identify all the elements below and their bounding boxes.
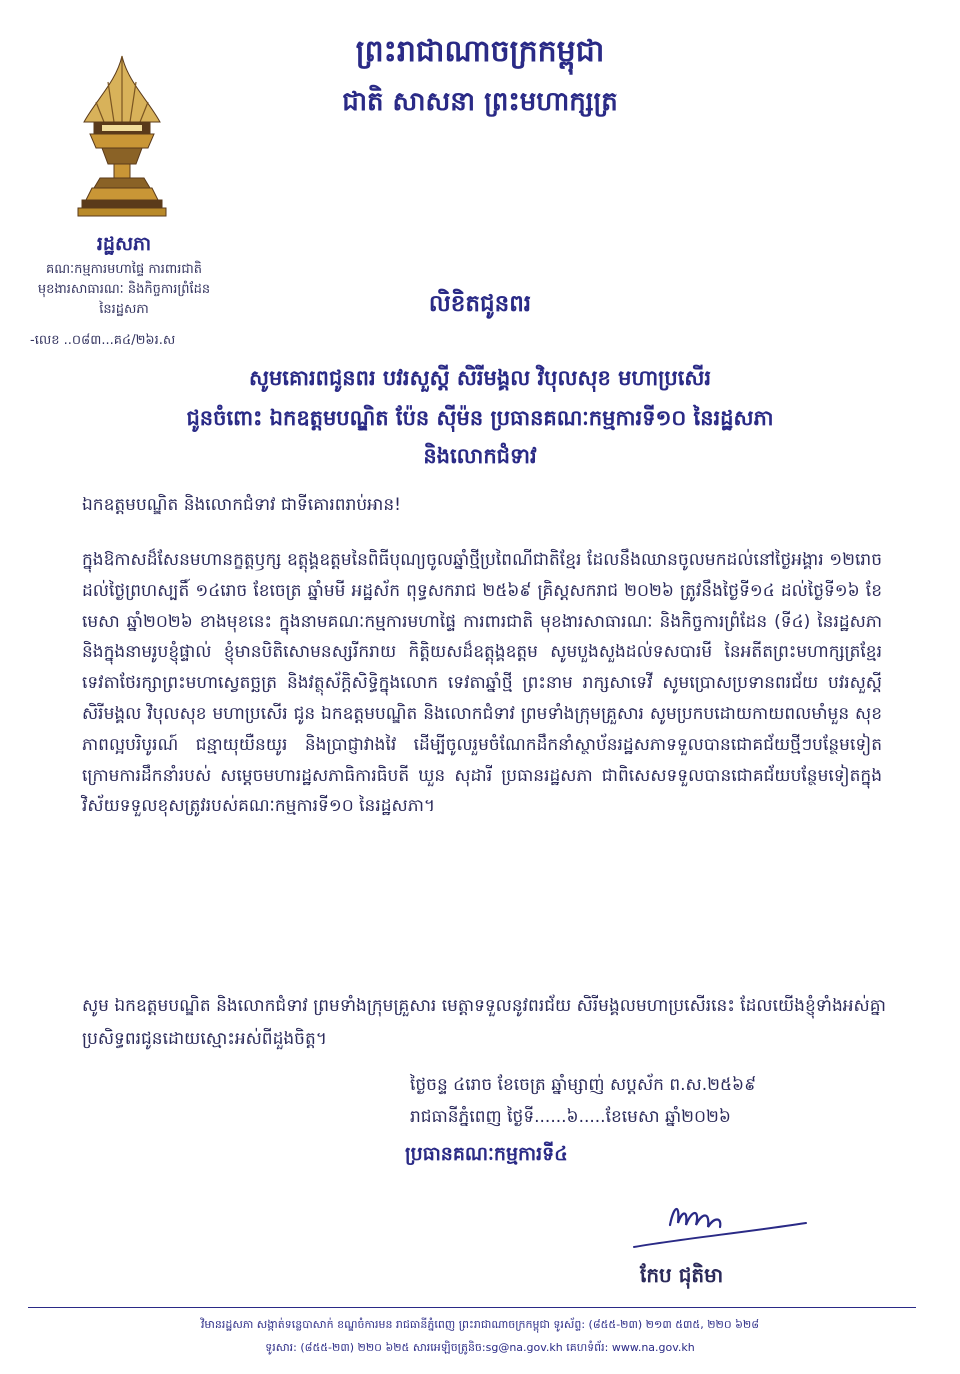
letter-type-heading: លិខិតជូនពរ xyxy=(428,291,532,317)
committee-line-1: គណៈកម្មការមហាផ្ទៃ ការពារជាតិ xyxy=(46,262,202,277)
closing-paragraph: សូម ឯកឧត្តមបណ្ឌិត និងលោកជំទាវ ព្រមទាំងក្រុមគ្រួសារ មេត្តាទទួលនូវពរជ័យ សិរីមង្គលមហាប្រសើរនេះ ដែលយើងខ្ញុំទាំងអស់គ្នា ប្រសិទ្ធពរជូនដោយស្មោះអស់ពីដួងចិត្ត។ xyxy=(82,996,886,1049)
subject-line-1: សូមគោរពជូនពរ បវរសួស្តី សិរីមង្គល វិបុលសុខ មហាប្រសើរ xyxy=(248,366,712,390)
national-motto: ជាតិ សាសនា ព្រះមហាក្សត្រ xyxy=(342,87,618,117)
signatory-title: ប្រធានគណៈកម្មការទី៤ xyxy=(405,1143,568,1165)
footer-address: វិមានរដ្ឋសភា សង្កាត់ទន្លេបាសាក់ ខណ្ឌចំការមន រាជធានីភ្នំពេញ ព្រះរាជាណាចក្រកម្ពុជា ទូរស័ព្ទ: (៨៥៥-២៣) ២១៣ ៥៣៥, ២២០ ៦២៨ xyxy=(200,1318,760,1331)
footer-divider xyxy=(28,1307,916,1308)
reference-number: -លេខ ..០៨៣...គ៤/២៦រ.ស xyxy=(30,333,176,348)
institution-name: រដ្ឋសភា xyxy=(96,233,152,255)
body-paragraph: ក្នុងឱកាសដ៏សែនមហានក្ខត្តឫក្ស ឧត្តុង្គឧត្តមនៃពិធីបុណ្យចូលឆ្នាំថ្មីប្រពៃណីជាតិខ្មែរ ដែលនឹងឈានចូលមកដល់នៅថ្ងៃអង្គារ ១២រោច ដល់ថ្ងៃព្រហស្បតិ៍ ១៤រោច ខែចេត្រ ឆ្នាំមមី អដ្ឋស័ក ពុទ្ធសករាជ ២៥៦៩ គ្រិស្តសករាជ ២០២៦ ត្រូវនឹងថ្ងៃទី១៤ ដល់ថ្ងៃទី១៦ ខែមេសា ឆ្នាំ២០២៦ ខាងមុខនេះ ក្នុងនាមគណៈកម្មការមហាផ្ទៃ ការពារជាតិ មុខងារសាធារណៈ និងកិច្ចការព្រំដែន (ទី៤) នៃរដ្ឋសភា និងក្នុងនាមរូបខ្ញុំផ្ទាល់ ខ្ញុំមានបិតិសោមនស្សរីករាយ កិត្តិយសដ៏ឧត្តុង្គឧត្តម សូមបួងសួងដល់ទសបារមី នៃអតីតព្រះមហាក្សត្រខ្មែរ ទេវតាថែរក្សាព្រះមហាស្វេតច្ឆត្រ និងវត្ថុស័ក្តិសិទ្ធិក្នុងលោក ទេវតាឆ្នាំថ្មី ព្រះនាម រាក្សសាទេវី សូមប្រោសប្រទានពរជ័យ បវរសួស្តី សិរីមង្គល វិបុលសុខ មហាប្រសើរ ជូន ឯកឧត្តមបណ្ឌិត និងលោកជំទាវ ព្រមទាំងក្រុមគ្រួសារ សូមប្រកបដោយកាយពលមាំមួន សុខភាពល្អបរិបូរណ៍ ជន្មាយុយឺនយូរ និងប្រាជ្ញាវាងវៃ ដើម្បីចូលរួមចំណែកដឹកនាំស្ថាប័នរដ្ឋសភាទទួលបានជោគជ័យថ្មីៗបន្ថែមទៀត ក្រោមការដឹកនាំរបស់ សម្តេចមហារដ្ឋសភាធិការធិបតី ឃួន សុដារី ប្រធានរដ្ឋសភា ជាពិសេសទទួលបានជោគជ័យបន្ថែមទៀតក្នុងវិស័យទទួលខុសត្រូវរបស់គណៈកម្មការទី១០ នៃរដ្ឋសភា។ xyxy=(82,550,882,817)
subject-line-2: ជូនចំពោះ ឯកឧត្តមបណ្ឌិត ប៉ែន ស៊ីម៉ន ប្រធានគណៈកម្មការទី១០ នៃរដ្ឋសភា xyxy=(186,406,774,430)
national-assembly-emblem-icon xyxy=(72,52,172,220)
place-and-date: រាជធានីភ្នំពេញ ថ្ងៃទី......៦.....ខែមេសា ឆ្នាំ២០២៦ xyxy=(410,1107,731,1127)
kingdom-title: ព្រះរាជាណាចក្រកម្ពុជា xyxy=(355,34,605,69)
footer-contact: ទូរសារ: (៨៥៥-២៣) ២២០ ៦២៥ សារអេឡិចត្រូនិច:sg@na.gov.kh គេហទំព័រ: www.na.gov.kh xyxy=(265,1341,695,1354)
salutation: ឯកឧត្តមបណ្ឌិត និងលោកជំទាវ ជាទីគោរពរាប់អាន! xyxy=(82,495,401,515)
committee-line-3: នៃរដ្ឋសភា xyxy=(99,302,149,317)
signer-name: កែប ជុតិមា xyxy=(640,1263,724,1287)
subject-line-3: និងលោកជំទាវ xyxy=(423,444,537,468)
lunar-date: ថ្ងៃចន្ទ ៤រោច ខែចេត្រ ឆ្នាំម្សាញ់ សប្តស័ក ព.ស.២៥៦៩ xyxy=(410,1075,757,1095)
committee-name xyxy=(28,260,220,320)
committee-line-2: មុខងារសាធារណៈ និងកិច្ចការព្រំដែន xyxy=(37,282,211,297)
handwritten-signature-icon xyxy=(630,1175,810,1265)
